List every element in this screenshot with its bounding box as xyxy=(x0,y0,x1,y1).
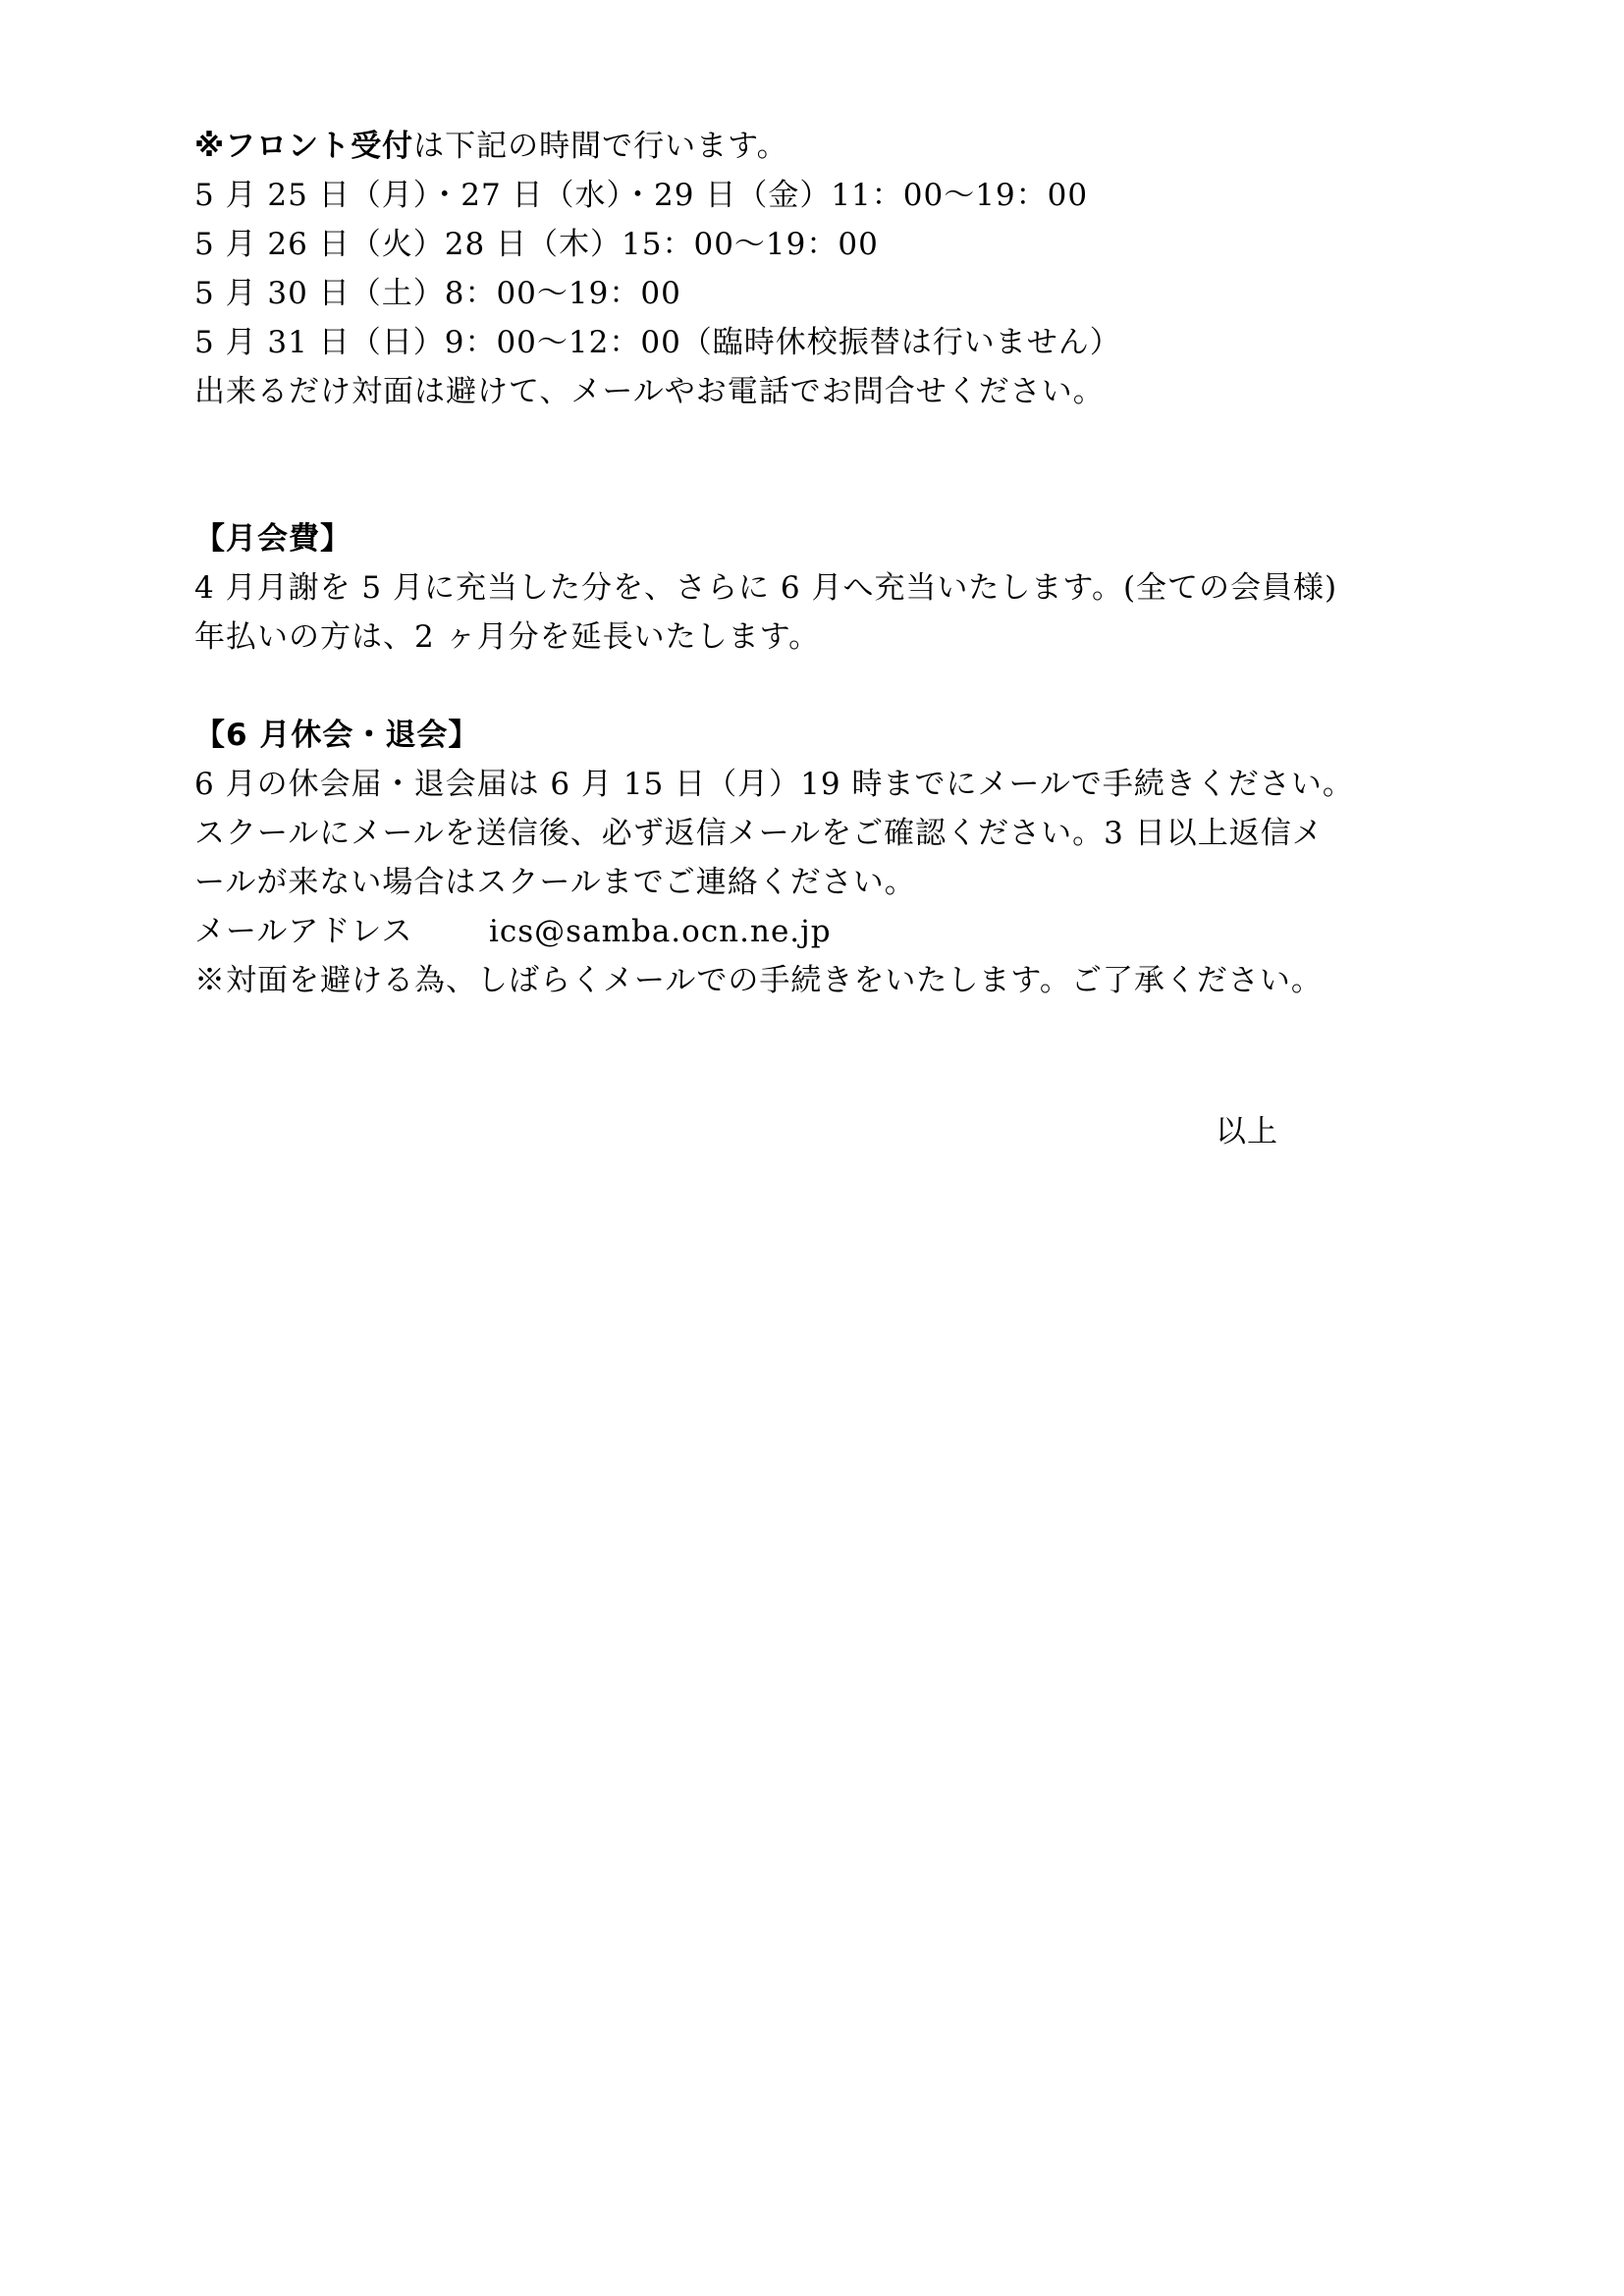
closing-text: 以上 xyxy=(1216,1114,1278,1149)
june-leave-line: スクールにメールを送信後、必ず返信メールをご確認ください。3 日以上返信メ xyxy=(194,816,1324,851)
mail-address-value: ics@samba.ocn.ne.jp xyxy=(489,914,832,949)
schedule-line: 5 月 31 日（日）9：00～12：00（臨時休校振替は行いません） xyxy=(194,325,1121,360)
schedule-line: 5 月 26 日（火）28 日（木）15：00～19：00 xyxy=(194,227,879,262)
section-spacer xyxy=(194,416,1402,514)
schedule-line: 5 月 25 日（月）・27 日（水）・29 日（金）11：00～19：00 xyxy=(194,178,1089,213)
document-body xyxy=(194,122,1402,1005)
june-leave-heading: 【6 月休会・退会】 xyxy=(194,718,480,753)
monthly-fee-line: 年払いの方は、2 ヶ月分を延長いたします。 xyxy=(194,619,821,655)
mail-address-label: メールアドレス xyxy=(194,914,413,949)
june-leave-footnote: ※対面を避ける為、しばらくメールでの手続きをいたします。ご了承ください。 xyxy=(194,963,1323,998)
schedule-line: 5 月 30 日（土）8：00～19：00 xyxy=(194,276,681,311)
monthly-fee-line: 4 月月謝を 5 月に充当した分を、さらに 6 月へ充当いたします。(全ての会員様) xyxy=(194,570,1338,606)
front-desk-title xyxy=(194,122,1402,171)
front-desk-note: 出来るだけ対面は避けて、メールやお電話でお問合せください。 xyxy=(194,374,1105,409)
june-leave-line: ールが来ない場合はスクールまでご連絡ください。 xyxy=(194,865,916,900)
front-desk-title-rest: は下記の時間で行います。 xyxy=(413,129,788,164)
monthly-fee-heading: 【月会費】 xyxy=(194,521,352,557)
section-spacer xyxy=(194,662,1402,711)
front-desk-title-bold: ※フロント受付 xyxy=(194,129,414,164)
mail-address-row xyxy=(194,907,1402,956)
june-leave-line: 6 月の休会届・退会届は 6 月 15 日（月）19 時までにメールで手続きください。 xyxy=(194,767,1354,802)
